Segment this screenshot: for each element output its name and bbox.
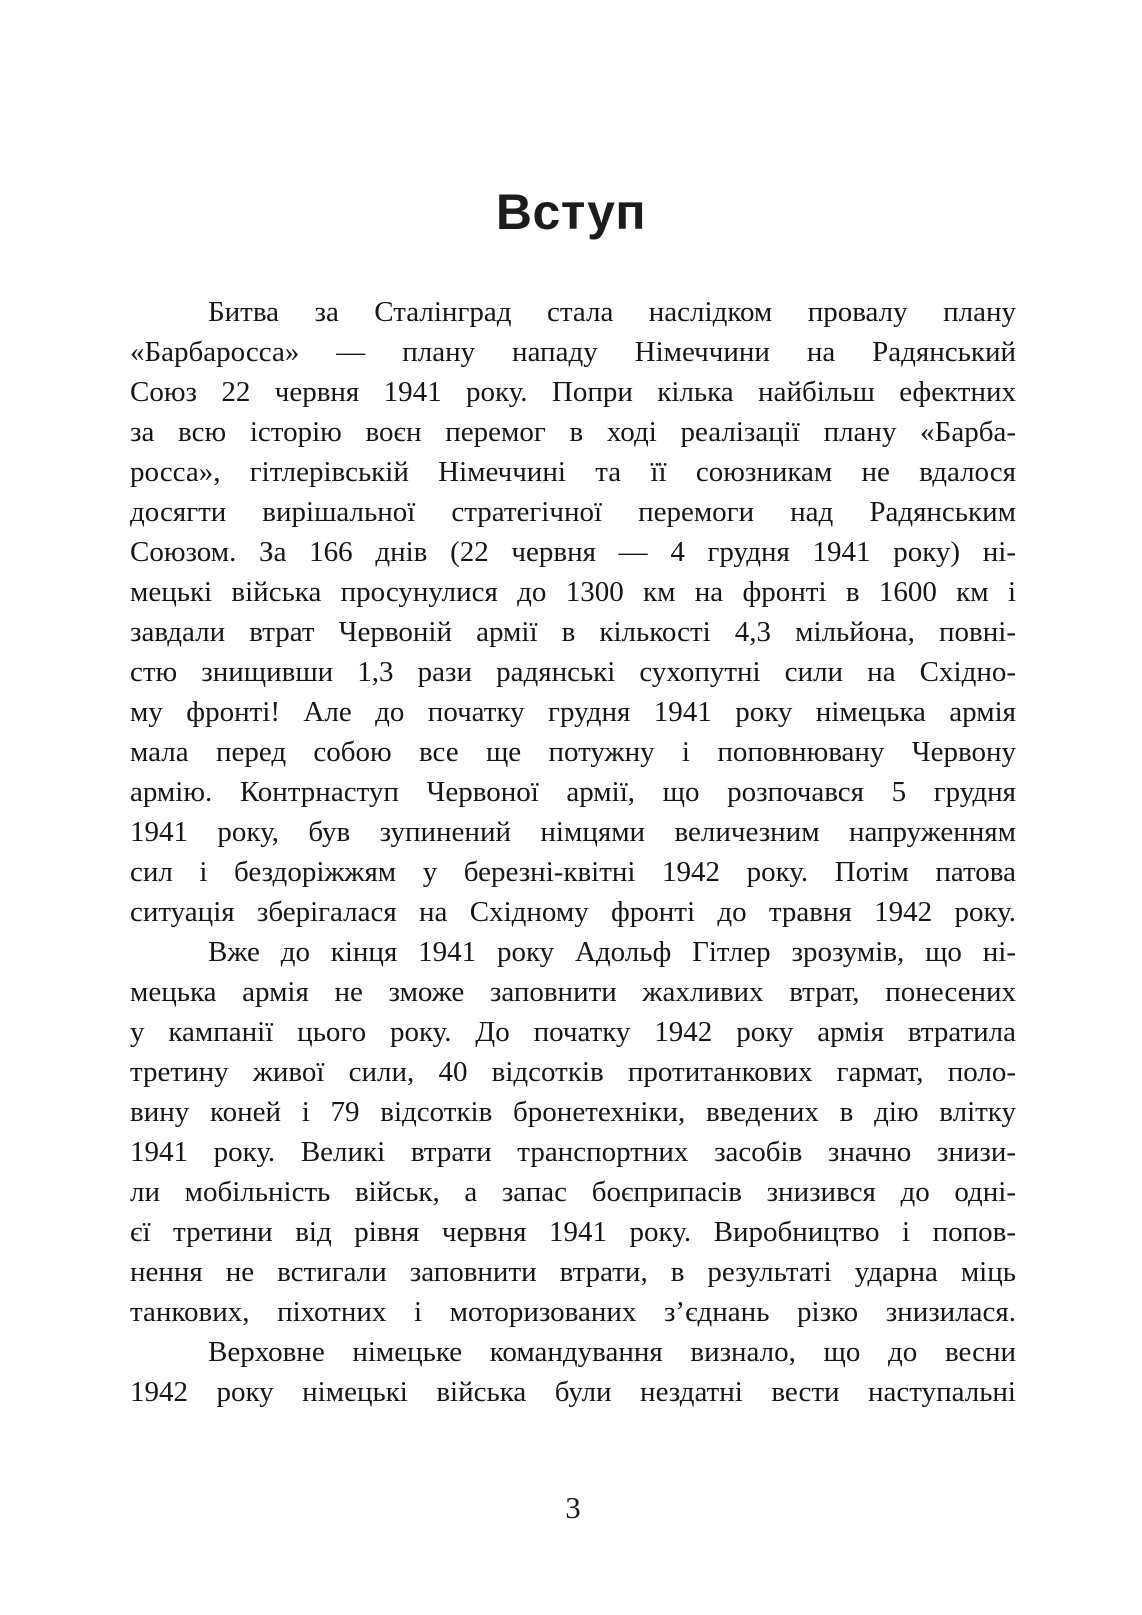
text-line: вину коней і 79 відсотків бронетехніки, введених в дію влітку xyxy=(130,1096,1016,1128)
text-line: сил і бездоріжжям у березні-квітні 1942 року. Потім патова xyxy=(130,856,1016,888)
text-line: 1941 року, був зупинений німцями величезним напруженням xyxy=(130,816,1016,848)
text-line: «Барбаросса» — плану нападу Німеччини на Радянський xyxy=(130,336,1016,368)
text-line: мецькі війська просунулися до 1300 км на фронті в 1600 км і xyxy=(130,576,1016,608)
body-text xyxy=(130,292,1016,1412)
text-line: армію. Контрнаступ Червоної армії, що розпочався 5 грудня xyxy=(130,776,1016,808)
text-line: Верховне німецьке командування визнало, що до весни xyxy=(208,1336,1016,1368)
text-line: Битва за Сталінград стала наслідком провалу плану xyxy=(208,296,1016,328)
text-line: стю знищивши 1,3 рази радянські сухопутні сили на Східно- xyxy=(130,656,1016,688)
text-line: Вже до кінця 1941 року Адольф Гітлер зрозумів, що ні- xyxy=(208,936,1016,968)
page-number: 3 xyxy=(565,1490,581,1525)
text-line: Союз 22 червня 1941 року. Попри кілька найбільш ефектних xyxy=(130,376,1016,408)
text-line: у кампанії цього року. До початку 1942 року армія втратила xyxy=(130,1016,1016,1048)
text-line: мецька армія не зможе заповнити жахливих втрат, понесених xyxy=(130,976,1016,1008)
text-line: досягти вирішальної стратегічної перемоги над Радянським xyxy=(130,496,1016,528)
text-line: завдали втрат Червоній армії в кількості 4,3 мільйона, повні- xyxy=(130,616,1016,648)
text-line: ли мобільність військ, а запас боєприпасів знизився до одні- xyxy=(130,1176,1016,1208)
text-line: 1942 року німецькі війська були нездатні вести наступальні xyxy=(130,1376,1016,1408)
text-line: третину живої сили, 40 відсотків протитанкових гармат, поло- xyxy=(130,1056,1016,1088)
text-line: му фронті! Але до початку грудня 1941 року німецька армія xyxy=(130,696,1016,728)
text-line: за всю історію воєн перемог в ході реалізації плану «Барба- xyxy=(130,416,1016,448)
text-line: росса», гітлерівській Німеччині та її союзникам не вдалося xyxy=(130,456,1016,488)
text-line: єї третини від рівня червня 1941 року. Виробництво і попов- xyxy=(130,1216,1016,1248)
text-line: 1941 року. Великі втрати транспортних засобів значно знизи- xyxy=(130,1136,1016,1168)
text-line: ситуація зберігалася на Східному фронті до травня 1942 року. xyxy=(130,896,1016,928)
text-line: нення не встигали заповнити втрати, в результаті ударна міць xyxy=(130,1256,1016,1288)
chapter-title: Вступ xyxy=(495,184,647,240)
text-line: танкових, піхотних і моторизованих з’єднань різко знизилася. xyxy=(130,1296,1016,1328)
text-line: мала перед собою все ще потужну і поповнювану Червону xyxy=(130,736,1016,768)
text-line: Союзом. За 166 днів (22 червня — 4 грудня 1941 року) ні- xyxy=(130,536,1016,568)
